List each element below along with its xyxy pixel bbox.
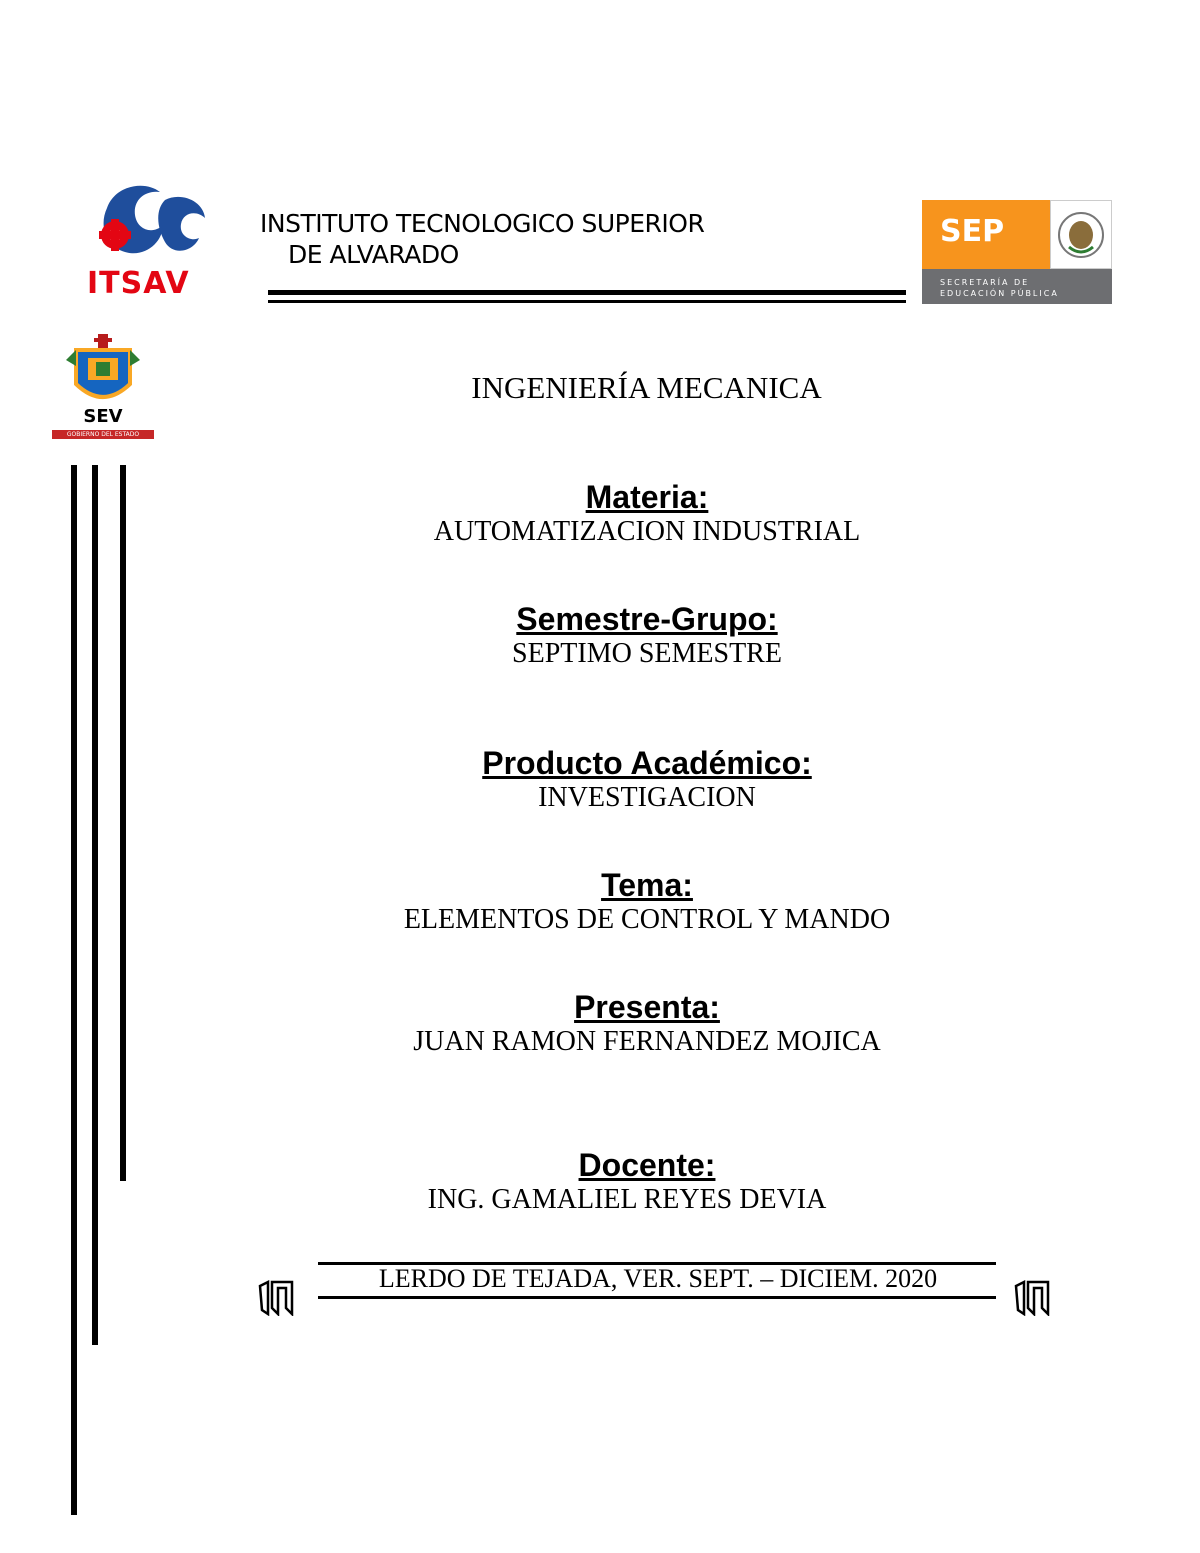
- institute-line-2: DE ALVARADO: [288, 240, 459, 269]
- semestre-label: Semestre-Grupo:: [516, 601, 778, 637]
- sep-logo-line-1: SECRETARÍA DE: [940, 278, 1030, 287]
- column-ornament-left-icon: [258, 1280, 296, 1321]
- semestre-block: [300, 600, 994, 670]
- sev-logo-subtext: GOBIERNO DEL ESTADO: [52, 430, 154, 439]
- left-vertical-line-1: [71, 465, 77, 1515]
- presenta-value: JUAN RAMON FERNANDEZ MOJICA: [413, 1026, 881, 1057]
- presenta-label: Presenta:: [574, 989, 720, 1025]
- sep-logo-orange: [922, 200, 1050, 269]
- docente-value: ING. GAMALIEL REYES DEVIA: [427, 1184, 827, 1215]
- producto-block: [300, 744, 994, 814]
- footer-rule-bottom: [318, 1296, 996, 1299]
- place-date: LERDO DE TEJADA, VER. SEPT. – DICIEM. 2020: [378, 1264, 938, 1293]
- docente-block: [290, 1146, 984, 1216]
- sep-logo-caption: [922, 269, 1112, 304]
- sev-logo-text: SEV: [83, 406, 123, 427]
- sep-logo: [922, 200, 1112, 304]
- career-title: INGENIERÍA MECANICA: [471, 370, 822, 405]
- semestre-value: SEPTIMO SEMESTRE: [512, 638, 782, 669]
- sep-logo-text: SEP: [940, 214, 1005, 249]
- presenta-block: [300, 988, 994, 1058]
- materia-block: [300, 478, 994, 548]
- header-rule-thick: [268, 290, 906, 295]
- itsav-logo-text: ITSAV: [87, 266, 190, 301]
- column-ornament-right-icon: [1014, 1280, 1052, 1321]
- materia-value: AUTOMATIZACION INDUSTRIAL: [433, 516, 861, 547]
- producto-value: INVESTIGACION: [538, 782, 756, 813]
- tema-value: ELEMENTOS DE CONTROL Y MANDO: [403, 904, 891, 935]
- sep-logo-line-2: EDUCACIÓN PÚBLICA: [940, 289, 1059, 298]
- itsav-logo: [85, 180, 215, 302]
- institute-line-1: INSTITUTO TECNOLOGICO SUPERIOR: [260, 209, 705, 238]
- header-rule-thin: [268, 300, 906, 303]
- left-vertical-line-3: [120, 465, 126, 1181]
- materia-label: Materia:: [585, 479, 709, 515]
- producto-label: Producto Académico:: [482, 745, 812, 781]
- institute-name: [260, 208, 704, 270]
- docente-label: Docente:: [578, 1147, 716, 1183]
- left-vertical-line-2: [92, 465, 98, 1345]
- tema-label: Tema:: [601, 867, 693, 903]
- tema-block: [300, 866, 994, 936]
- mexico-shield-icon: [1050, 200, 1112, 269]
